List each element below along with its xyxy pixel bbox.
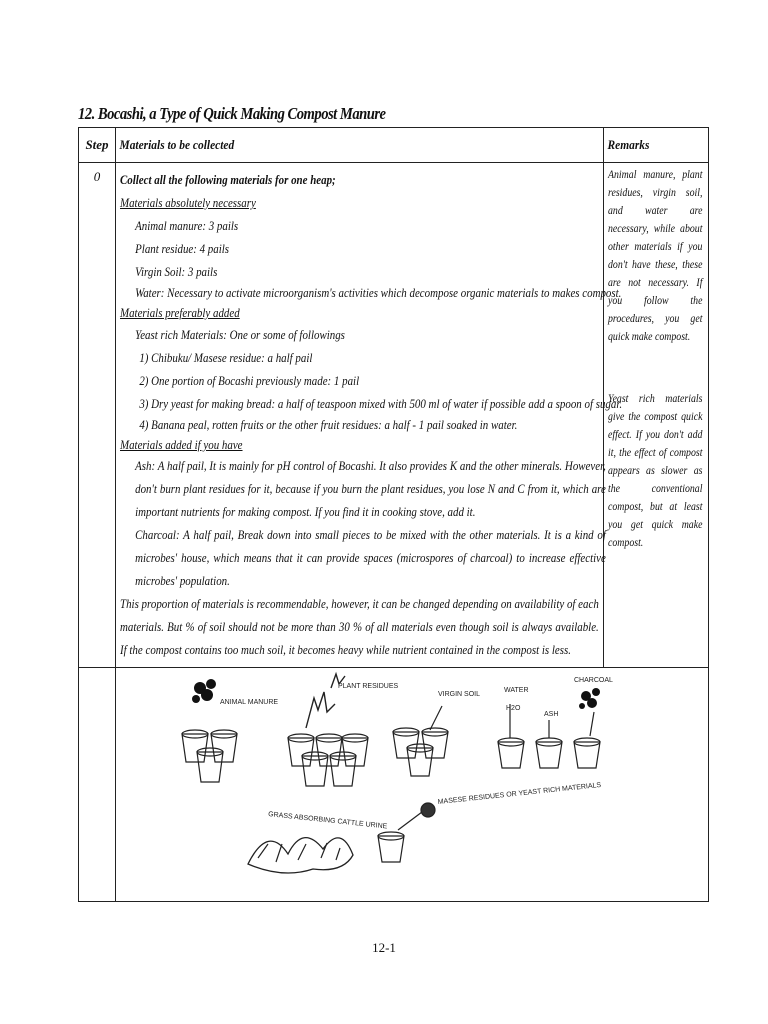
masese-blob xyxy=(421,803,435,817)
label-ash: ASH xyxy=(544,711,559,718)
water-ash-charcoal-pails xyxy=(498,738,600,768)
necessary-item: Water: Necessary to activate microorganism's activities which decompose organic materials to makes compost. xyxy=(135,285,622,300)
virgin-soil-pails xyxy=(393,728,448,776)
label-animal-manure: ANIMAL MANURE xyxy=(220,699,279,706)
illustration-row xyxy=(79,668,709,902)
page-number: 12-1 xyxy=(372,940,396,955)
water-ash-arrows xyxy=(510,704,594,738)
masese-pail xyxy=(378,832,404,862)
step-cell: 0 xyxy=(79,163,116,668)
bocashi-materials-illustration xyxy=(116,668,708,896)
header-step: Step xyxy=(79,128,116,163)
ash-text: Ash: A half pail, It is mainly for pH control of Bocashi. It also provides K and the other minerals. However, don't burn plant residues for it, because if you burn the plant residues, you lose N and C from it, which are important nutrients for making compost. If you find it in cooking stove, add it. xyxy=(135,458,606,519)
illustration-cell xyxy=(116,668,709,902)
materials-cell xyxy=(116,163,623,668)
animal-manure-pails xyxy=(182,730,237,782)
header-remarks: Remarks xyxy=(604,128,709,163)
table-row xyxy=(79,163,709,668)
remark-second: Yeast rich materials give the compost quick effect. If you don't add it, the effect of compost appears as slower as the conventional compost, but at least you get quick make compost. xyxy=(608,391,703,549)
plant-residue-pails xyxy=(288,734,368,786)
label-plant-residues: PLANT RESIDUES xyxy=(338,683,399,690)
necessary-item: Animal manure: 3 pails xyxy=(135,218,239,233)
grass-strokes xyxy=(258,843,340,862)
remark-first: Animal manure, plant residues, virgin soil, and water are necessary, while about other materials if you don't have these, these are not necessary. If you follow the procedures, you get quick make compost. xyxy=(608,167,703,343)
yeast-item: 2) One portion of Bocashi previously made: 1 pail xyxy=(139,373,360,388)
remarks-cell xyxy=(604,163,709,668)
label-h2o: H2O xyxy=(506,705,521,712)
charcoal-text: Charcoal: A half pail, Break down into small pieces to be mixed with the other materials. It is a kind of microbes' house, which means that it can provide spaces (microspores of charcoal) to increase effective microbes' population. xyxy=(135,527,606,588)
materials-intro: Collect all the following materials for one heap; xyxy=(120,172,336,187)
header-materials: Materials to be collected xyxy=(116,128,604,163)
masese-arrow xyxy=(398,812,422,830)
necessary-item: Plant residue: 4 pails xyxy=(135,241,230,256)
if-have-heading: Materials added if you have xyxy=(120,437,243,452)
label-water: WATER xyxy=(504,687,529,694)
illustration-step-cell xyxy=(79,668,116,902)
table-header-row xyxy=(79,128,709,163)
proportion-note: This proportion of materials is recommendable, however, it can be changed depending on availability of each materials. But % of soil should not be more than 30 % of all materials even though soil is always available. If the compost contains too much soil, it becomes heavy while nutrient contained in the compost is less. xyxy=(120,596,599,657)
label-masese: MASESE RESIDUES OR YEAST RICH MATERIALS xyxy=(437,781,602,806)
manure-blobs xyxy=(192,679,216,703)
label-virgin-soil: VIRGIN SOIL xyxy=(438,691,481,698)
necessary-item: Virgin Soil: 3 pails xyxy=(135,264,218,279)
yeast-item: 1) Chibuku/ Masese residue: a half pail xyxy=(139,350,313,365)
yeast-intro: Yeast rich Materials: One or some of followings xyxy=(135,327,345,342)
label-grass: GRASS ABSORBING CATTLE URINE xyxy=(267,811,388,831)
materials-table xyxy=(78,127,709,902)
necessary-heading: Materials absolutely necessary xyxy=(120,195,256,210)
preferably-heading: Materials preferably added xyxy=(120,305,240,320)
charcoal-pieces xyxy=(579,688,600,709)
yeast-item: 4) Banana peal, rotten fruits or the other fruit residues: a half - 1 pail soaked in water. xyxy=(139,417,518,432)
virgin-soil-arrow xyxy=(430,706,442,730)
label-charcoal: CHARCOAL xyxy=(574,677,613,684)
yeast-item: 3) Dry yeast for making bread: a half of teaspoon mixed with 500 ml of water if possible add a spoon of sugar. xyxy=(139,396,623,411)
page-title: 12. Bocashi, a Type of Quick Making Compost Manure xyxy=(78,104,386,123)
